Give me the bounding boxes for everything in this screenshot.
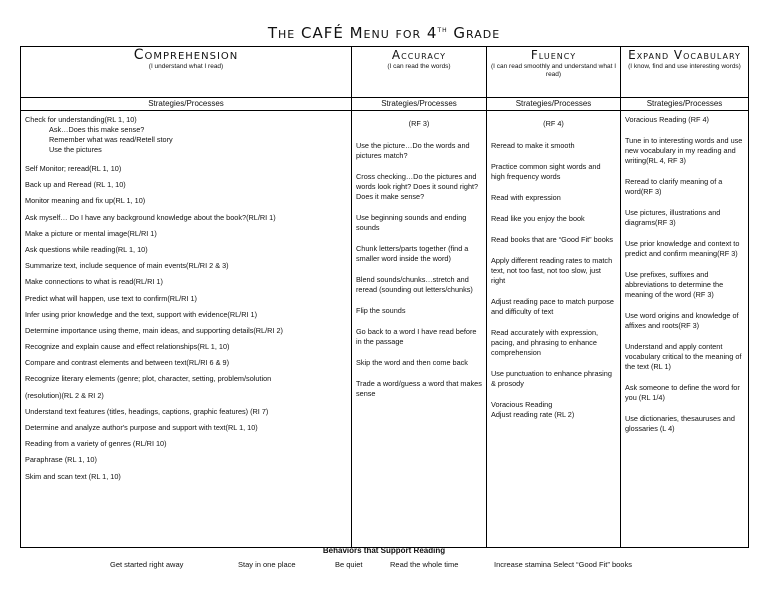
list-item: Make a picture or mental image(RL/RI 1) — [25, 228, 157, 238]
list-item: Ask myself… Do I have any background knowledge about the book?(RL/RI 1) — [25, 212, 276, 222]
accuracy-list — [352, 111, 487, 548]
strategies-label: Strategies/Processes — [21, 98, 352, 111]
list-item: Understand text features (titles, headings, captions, graphic features) (RI 7) — [25, 406, 269, 416]
list-item: Use pictures, illustrations and diagrams(RF 3) — [625, 208, 721, 227]
strategies-label: Strategies/Processes — [352, 98, 487, 111]
list-item: Infer using prior knowledge and the text, support with evidence(RL/RI 1) — [25, 309, 258, 319]
list-item: Adjust reading pace to match purpose and difficulty of text — [491, 297, 614, 316]
list-item: Practice common sight words and high frequency words — [491, 162, 601, 181]
list-item: Read accurately with expression, pacing, and phrasing to enhance comprehension — [491, 328, 599, 357]
list-item: Trade a word/guess a word that makes sense — [356, 379, 482, 398]
behavior-item: Increase stamina Select “Good Fit” books — [494, 560, 632, 569]
list-item: Skip the word and then come back — [356, 358, 468, 367]
list-subitem: Ask…Does this make sense? — [49, 125, 145, 134]
list-item: Reread to clarify meaning of a word(RF 3) — [625, 177, 723, 196]
list-item: Self Monitor; reread(RL 1, 10) — [25, 164, 122, 173]
list-item: Apply different reading rates to match text, not too fast, not too slow, just right — [491, 256, 613, 285]
list-item: Use the picture…Do the words and pictures match? — [356, 141, 470, 160]
list-item: Adjust reading rate (RL 2) — [491, 410, 575, 419]
list-item: Use punctuation to enhance phrasing & prosody — [491, 369, 612, 388]
list-item: Skim and scan text (RL 1, 10) — [25, 471, 121, 481]
list-subitem: Use the pictures — [49, 145, 102, 154]
list-item: Use beginning sounds and ending sounds — [356, 213, 467, 232]
strategies-label: Strategies/Processes — [621, 98, 749, 111]
list-item: Ask questions while reading(RL 1, 10) — [25, 244, 148, 254]
cafe-menu-table — [20, 46, 749, 548]
list-item: Make connections to what is read(RL/RI 1) — [25, 277, 163, 287]
behavior-item: Stay in one place — [238, 560, 296, 569]
behavior-item: Be quiet — [335, 560, 363, 569]
list-item: Chunk letters/parts together (find a smaller word inside the word) — [356, 244, 469, 263]
list-item: Use dictionaries, thesauruses and glossaries (L 4) — [625, 414, 735, 433]
comprehension-header: Comprehension (I understand what I read) — [21, 47, 352, 98]
list-item: Read like you enjoy the book — [491, 214, 585, 223]
comprehension-list — [21, 111, 352, 548]
strategies-label: Strategies/Processes — [487, 98, 621, 111]
list-item: Use prefixes, suffixes and abbreviations to determine the meaning of the word (RF 3) — [625, 270, 724, 299]
list-item: (resolution)(RL 2 & RI 2) — [25, 390, 104, 400]
list-subitem: Remember what was read/Retell story — [49, 135, 173, 144]
list-item: Blend sounds/chunks…stretch and reread (sounding out letters/chunks) — [356, 275, 473, 294]
accuracy-header: Accuracy (I can read the words) — [352, 47, 487, 98]
list-item: Voracious Reading (RF 4) — [625, 115, 709, 124]
behavior-item: Read the whole time — [390, 560, 459, 569]
list-item: Use prior knowledge and context to predict and confirm meaning(RF 3) — [625, 239, 740, 258]
list-item: Reading from a variety of genres (RL/RI 10) — [25, 439, 167, 449]
list-item: Cross checking…Do the pictures and words look right? Does it sound right? Does it make sense? — [356, 172, 479, 201]
vocabulary-header: Expand Vocabulary (I know, find and use interesting words) — [621, 47, 749, 98]
list-item: Summarize text, include sequence of main events(RL/RI 2 & 3) — [25, 261, 229, 271]
list-item: Reread to make it smooth — [491, 141, 575, 150]
list-item: Flip the sounds — [356, 306, 406, 315]
list-item: Recognize and explain cause and effect relationships(RL 1, 10) — [25, 342, 230, 352]
behavior-item: Get started right away — [110, 560, 184, 569]
list-item: Monitor meaning and fix up(RL 1, 10) — [25, 196, 146, 206]
behaviors-title: Behaviors that Support Reading — [322, 546, 446, 555]
fluency-header: Fluency (I can read smoothly and understand what I read) — [487, 47, 621, 98]
list-item: Read books that are “Good Fit” books — [491, 235, 614, 244]
list-item: Tune in to interesting words and use new vocabulary in my reading and writing(RL 4, RF 3) — [625, 136, 743, 165]
list-item: Check for understanding(RL 1, 10) — [25, 115, 137, 124]
page-title: The CAFÉ Menu for 4th Grade — [267, 24, 501, 42]
list-item: Back up and Reread (RL 1, 10) — [25, 180, 126, 190]
list-item: Ask someone to define the word for you (RL 1/4) — [625, 383, 740, 402]
list-item: Determine and analyze author's purpose and support with text(RL 1, 10) — [25, 423, 258, 432]
fluency-list — [487, 111, 621, 548]
list-item: Go back to a word I have read before in the passage — [356, 327, 477, 346]
list-item: Voracious Reading — [491, 400, 553, 409]
standard-code: (RF 4) — [543, 119, 564, 128]
list-item: Compare and contrast elements and between text(RL/RI 6 & 9) — [25, 358, 230, 368]
list-item: Paraphrase (RL 1, 10) — [25, 455, 97, 465]
list-item: Understand and apply content vocabulary critical to the meaning of the text (RL 1) — [625, 342, 742, 371]
list-item: Determine importance using theme, main ideas, and supporting details(RL/RI 2) — [25, 325, 283, 335]
vocabulary-list — [621, 111, 749, 548]
list-item: Use word origins and knowledge of affixes and roots(RF 3) — [625, 311, 739, 330]
standard-code: (RF 3) — [408, 119, 430, 128]
list-item: Read with expression — [491, 193, 561, 202]
list-item: Recognize literary elements (genre; plot, character, setting, problem/solution — [25, 374, 272, 384]
list-item: Predict what will happen, use text to confirm(RL/RI 1) — [25, 293, 197, 303]
